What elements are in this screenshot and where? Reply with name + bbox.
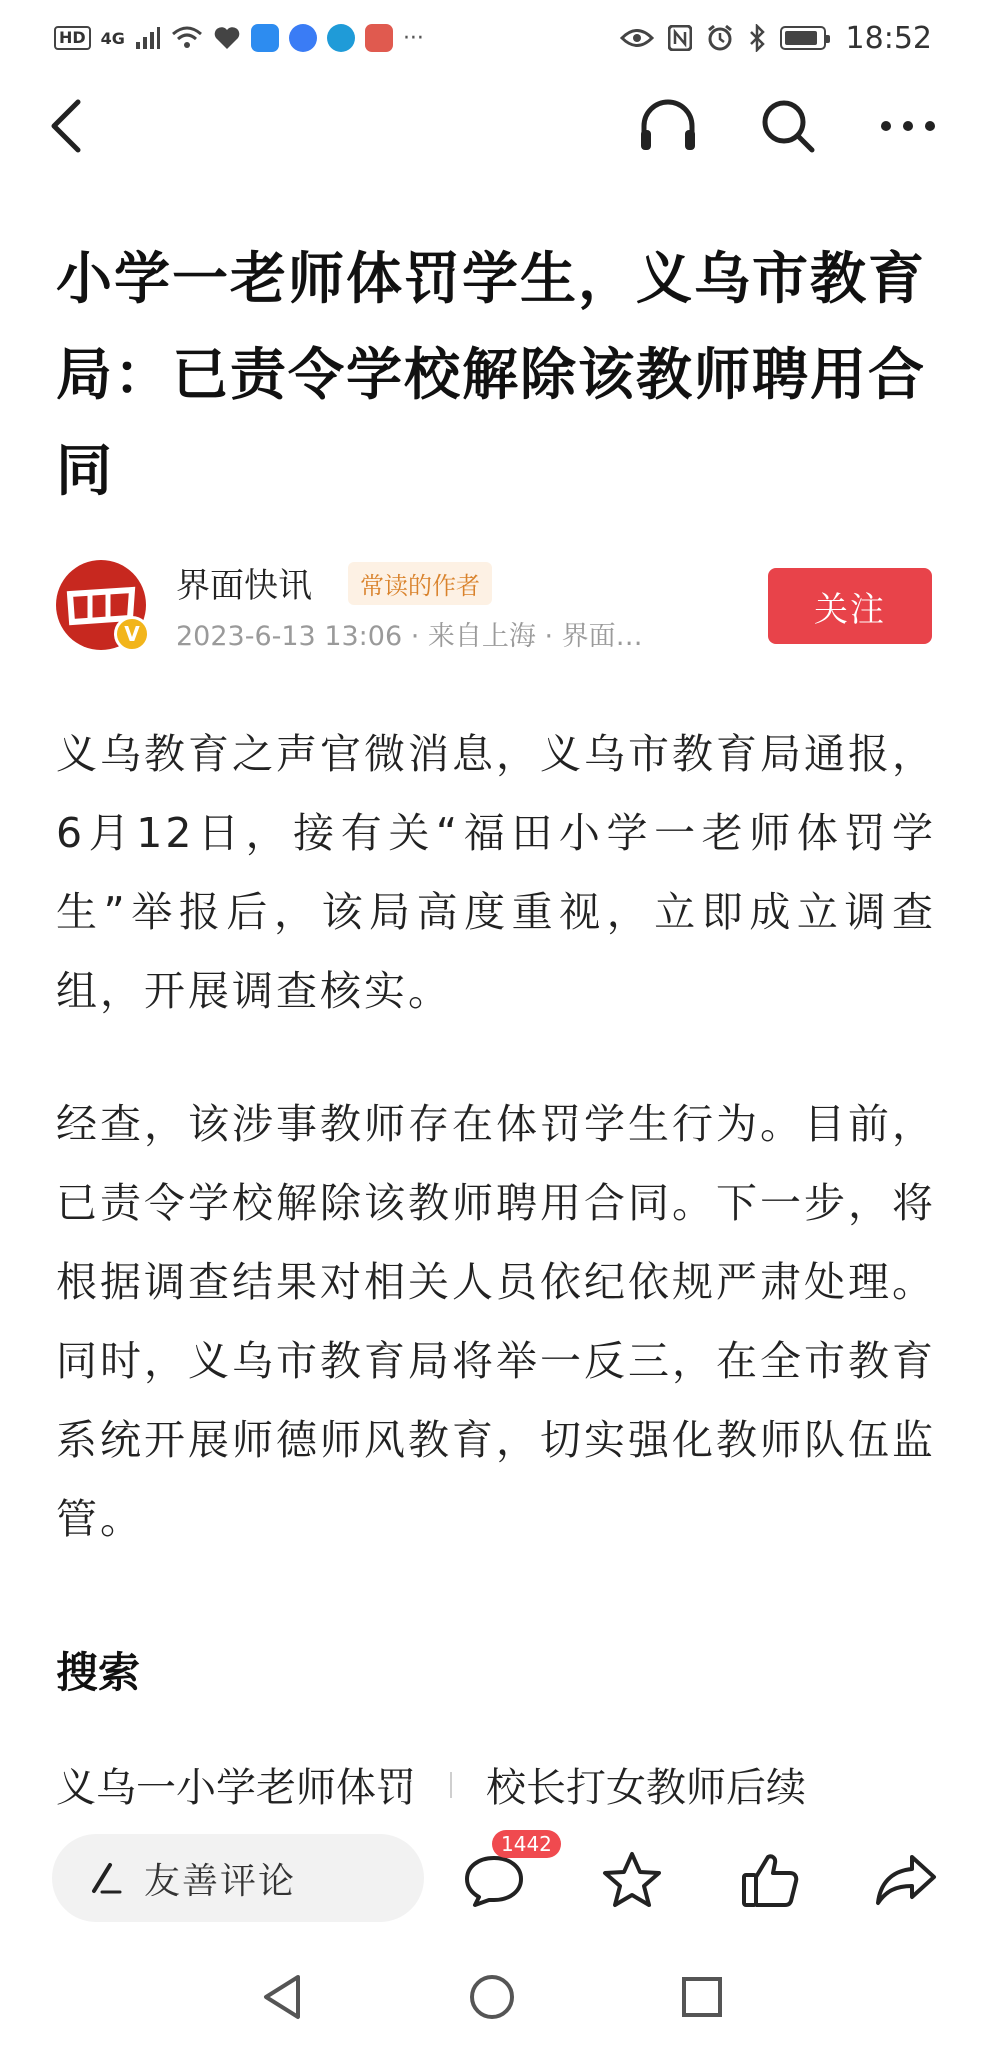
author-row: [56, 556, 932, 656]
search-icon: [759, 97, 817, 155]
search-suggestion[interactable]: 校长打女教师后续: [486, 1765, 806, 1811]
browser-app-icon: [327, 24, 355, 52]
article-paragraph: 经查，该涉事教师存在体罚学生行为。目前，已责令学校解除该教师聘用合同。下一步，将根据调查结果对相关人员依纪依规严肃处理。同时，义乌市教育局将举一反三，在全市教育系统开展师德师风教育，切实强化教师队伍监管。: [56, 1100, 936, 1543]
system-home-button[interactable]: [462, 1967, 522, 2027]
back-button[interactable]: [30, 90, 102, 162]
star-icon: [601, 1850, 663, 1910]
status-time: 18:52: [845, 20, 932, 56]
health-icon: [213, 25, 241, 51]
comment-icon: [463, 1852, 525, 1908]
like-button[interactable]: [730, 1840, 810, 1920]
headphones-icon: [638, 98, 698, 154]
follow-button[interactable]: 关注: [768, 568, 932, 644]
author-tag: 常读的作者: [348, 562, 492, 605]
system-home-icon: [468, 1973, 516, 2021]
status-left: [54, 24, 424, 52]
comment-input[interactable]: [52, 1834, 424, 1922]
more-icon: [880, 120, 936, 132]
divider: [450, 1772, 452, 1798]
article-title: 小学一老师体罚学生，义乌市教育局：已责令学校解除该教师聘用合同: [56, 247, 926, 504]
article-meta: 2023-6-13 13:06 · 来自上海 · 界面…: [176, 621, 643, 652]
system-back-icon: [260, 1973, 304, 2021]
overflow-dots: ···: [402, 25, 424, 51]
network-type-label: 4G: [100, 28, 125, 48]
battery-fill: [785, 31, 817, 45]
thumbs-up-icon: [740, 1851, 800, 1909]
search-button[interactable]: [752, 90, 824, 162]
comment-placeholder: 友善评论: [144, 1860, 297, 1902]
battery-icon: [780, 26, 826, 50]
status-bar: [0, 0, 986, 76]
article-paragraph: 义乌教育之声官微消息，义乌市教育局通报，6月12日，接有关“福田小学一老师体罚学生”举报后，该局高度重视，立即成立调查组，开展调查核实。: [56, 730, 936, 1015]
wifi-icon: [171, 25, 203, 51]
verified-badge: V: [114, 616, 150, 652]
system-navigation-bar: [0, 1945, 986, 2048]
system-recents-icon: [680, 1975, 724, 2019]
top-nav-bar: [0, 90, 986, 180]
search-suggestion[interactable]: 义乌一小学老师体罚: [56, 1765, 416, 1811]
alarm-icon: [706, 24, 734, 52]
share-button[interactable]: [866, 1840, 946, 1920]
search-suggestions: [56, 1756, 936, 1813]
system-recents-button[interactable]: [672, 1967, 732, 2027]
nfc-icon: [668, 25, 692, 51]
comment-count-badge: 1442: [492, 1830, 561, 1858]
share-icon: [874, 1853, 938, 1907]
favorite-button[interactable]: [592, 1840, 672, 1920]
cloud-app-icon: [251, 24, 279, 52]
hd-icon: HD: [54, 26, 91, 50]
eye-icon: [620, 27, 654, 49]
signal-icon: [135, 26, 161, 50]
system-back-button[interactable]: [252, 1967, 312, 2027]
author-name[interactable]: 界面快讯: [176, 566, 312, 606]
bottom-action-bar: [0, 1828, 986, 1928]
listen-button[interactable]: [632, 90, 704, 162]
status-right: [620, 21, 932, 56]
search-section-heading: 搜索: [56, 1648, 141, 1697]
pen-icon: [88, 1861, 122, 1895]
author-avatar[interactable]: [56, 560, 146, 650]
music-app-icon: [289, 24, 317, 52]
back-arrow-icon: [48, 98, 84, 154]
more-button[interactable]: [872, 90, 944, 162]
bluetooth-icon: [748, 24, 766, 52]
store-app-icon: [365, 24, 393, 52]
